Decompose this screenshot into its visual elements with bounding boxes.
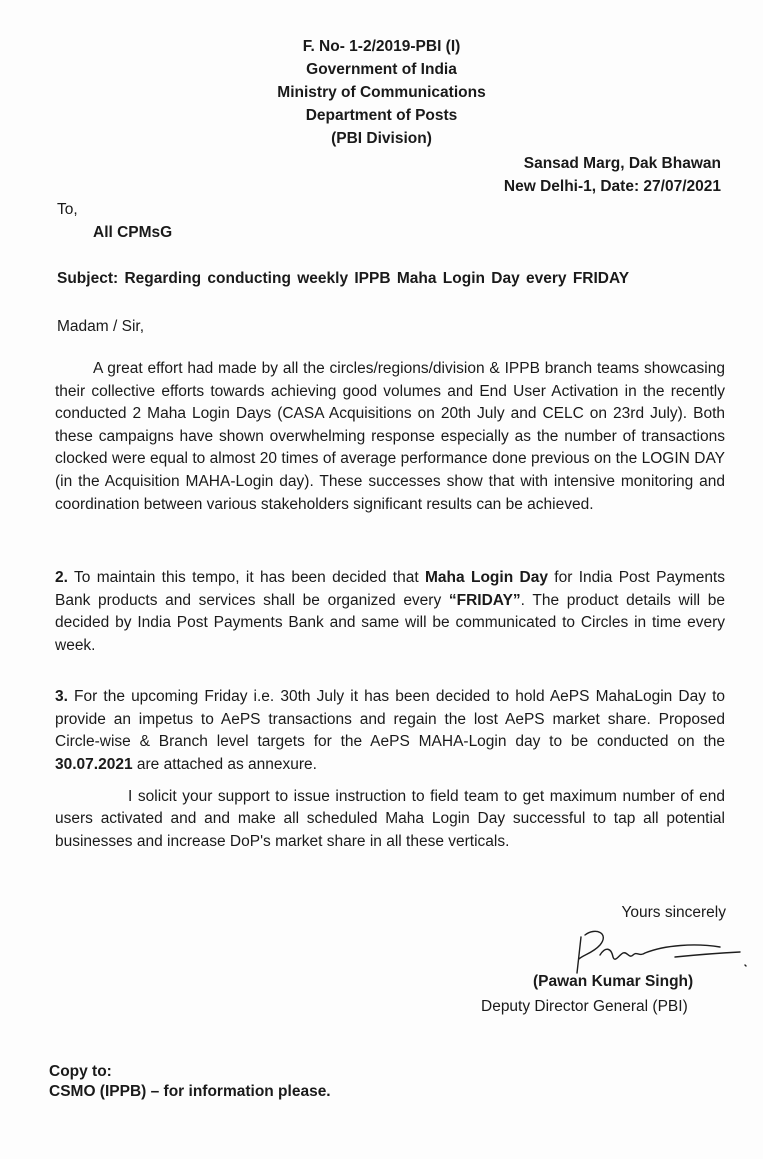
paragraph-2-text-c: . The product details will be decided by India Post Payments Bank and same will be communicated to Circles in time every week.	[55, 591, 725, 654]
department-line: Department of Posts	[305, 107, 458, 124]
paragraph-2	[55, 567, 725, 657]
subject-line: Subject: Regarding conducting weekly IPPB Maha Login Day every FRIDAY	[57, 270, 630, 287]
division-line: (PBI Division)	[331, 130, 432, 147]
ministry-line: Ministry of Communications	[277, 84, 486, 101]
paragraph-3-text-a: For the upcoming Friday i.e. 30th July it has been decided to hold AePS MahaLogin Day to provide an impetus to AePS transactions and regain the lost AePS market share. Proposed Circle-wise & Branch level targets for the AePS MAHA-Login day to be conducted on the	[55, 688, 725, 751]
salutation: Madam / Sir,	[57, 318, 144, 335]
paragraph-1: A great effort had made by all the circles/regions/division & IPPB branch teams showcasing their collective efforts towards achieving good volumes and End User Activation in the recently conducted 2 Maha Login Days (CASA Acquisitions on 20th July and CELC on 23rd July). Both these campaigns have shown overwhelming response especially as the number of transactions clocked were equal to almost 20 times of average performance done previous on the LOGIN DAY (in the Acquisition MAHA-Login day). These successes show that with intensive monitoring and coordination between various stakeholders significant results can be achieved.	[55, 360, 725, 513]
signer-designation: Deputy Director General (PBI)	[481, 998, 688, 1015]
paragraph-2-text-a: To maintain this tempo, it has been decided that	[67, 569, 426, 586]
copy-to-label: Copy to:	[49, 1063, 112, 1080]
signer-name: (Pawan Kumar Singh)	[533, 973, 694, 990]
paragraph-3	[55, 686, 725, 776]
paragraph-2-bold-friday: “FRIDAY”	[448, 591, 521, 609]
paragraph-2-bold-maha-login: Maha Login Day	[425, 569, 548, 586]
government-line: Government of India	[306, 61, 457, 78]
paragraph-4: I solicit your support to issue instruction to field team to get maximum number of end users activated and and make all scheduled Maha Login Day successful to tap all potential businesses and increase DoP's market share in all these verticals.	[55, 788, 725, 850]
to-label: To,	[57, 201, 78, 218]
sign-off: Yours sincerely	[621, 904, 726, 921]
handwritten-signature	[555, 925, 755, 980]
paragraph-3-number: 3.	[55, 688, 68, 705]
address-date-line: New Delhi-1, Date: 27/07/2021	[503, 178, 721, 195]
paragraph-3-text-b: are attached as annexure.	[132, 755, 317, 773]
copy-to-recipient: CSMO (IPPB) – for information please.	[49, 1083, 331, 1100]
addressee: All CPMsG	[93, 224, 173, 241]
file-number: F. No- 1-2/2019-PBI (I)	[302, 38, 461, 55]
paragraph-2-text-b: for India Post Payments Bank products and services shall be organized every	[55, 569, 725, 609]
address-line-1: Sansad Marg, Dak Bhawan	[523, 155, 721, 172]
paragraph-2-number: 2.	[55, 569, 68, 586]
paragraph-3-bold-date: 30.07.2021	[55, 755, 133, 773]
